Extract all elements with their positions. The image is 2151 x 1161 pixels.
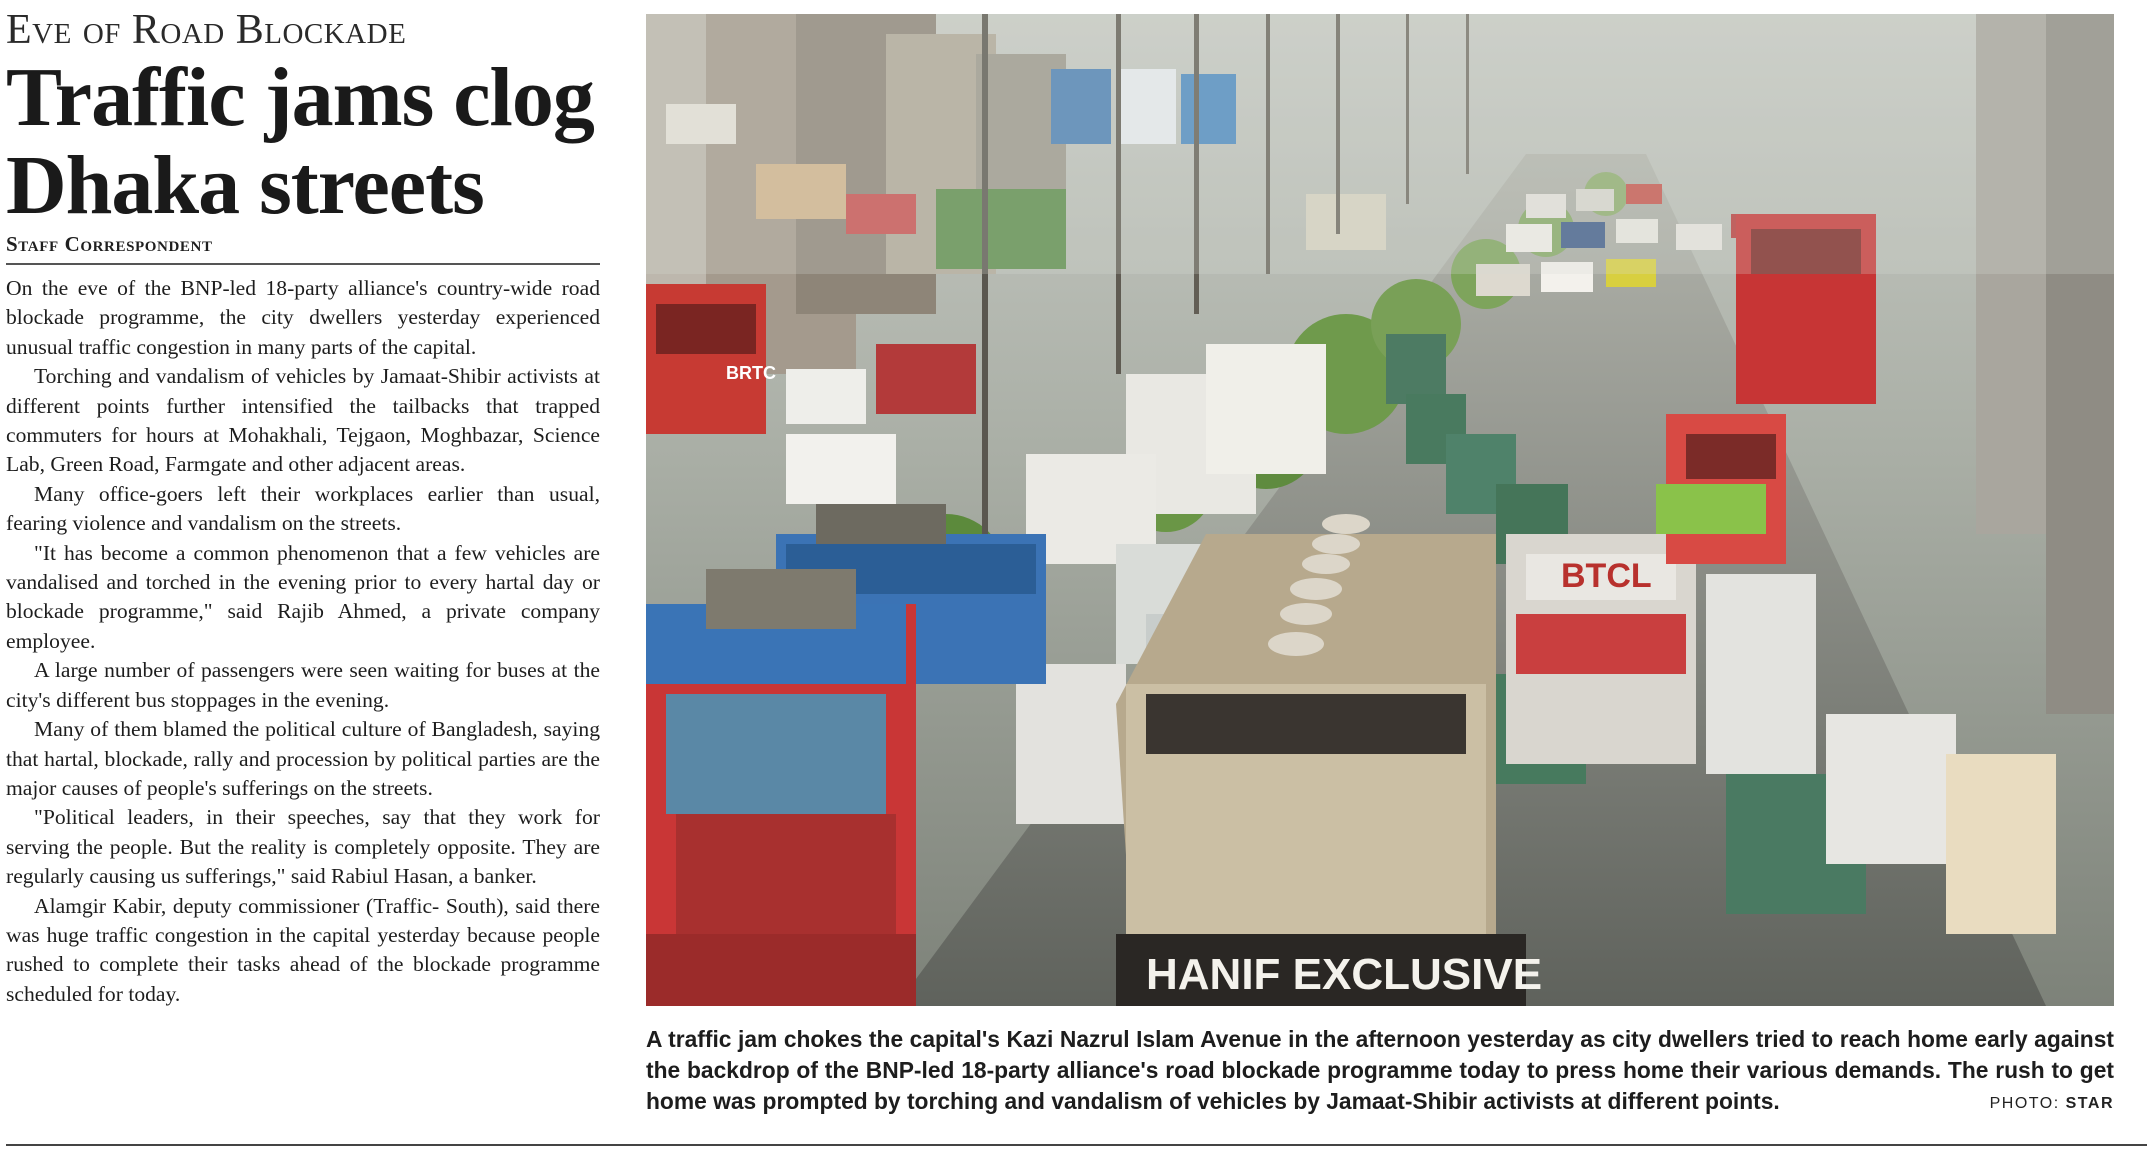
body-paragraph: On the eve of the BNP-led 18-party alliance's country-wide road blockade programme, the city dwellers yesterday experienced unusual traffic congestion in many parts of the capital.: [6, 276, 600, 359]
article-body: [6, 274, 600, 1009]
article-kicker: Eve of Road Blockade: [6, 7, 407, 53]
body-paragraph: Many of them blamed the political culture of Bangladesh, saying that hartal, blockade, rally and procession by political parties are the major causes of people's sufferings on the streets.: [6, 717, 600, 800]
bus-sign-left: BRTC: [726, 363, 776, 383]
photo-credit-label: PHOTO:: [1989, 1095, 2060, 1112]
traffic-jam-photo: [646, 14, 2114, 1006]
article-headline: Traffic jams clog Dhaka streets: [6, 51, 594, 232]
body-paragraph: "Political leaders, in their speeches, say that they work for serving the people. But the reality is completely opposite. They are regularly causing us sufferings," said Rabiul Hasan, a banker.: [6, 805, 600, 889]
traffic-photo-illustration: [646, 14, 2114, 1006]
article-byline: Staff Correspondent: [6, 232, 213, 256]
article-column: [6, 0, 600, 1130]
red-bus-left: [646, 284, 776, 434]
body-paragraph: A large number of passengers were seen waiting for buses at the city's different bus stoppages in the evening.: [6, 658, 600, 712]
photo-caption: A traffic jam chokes the capital's Kazi Nazrul Islam Avenue in the afternoon yesterday as city dwellers tried to reach home early against the backdrop of the BNP-led 18-party alliance's road blockade programme today to press home their various demands. The rush to get home was prompted by torching and vandalism of vehicles by Jamaat-Shibir activists at different points.: [646, 1026, 2114, 1114]
byline-divider: [6, 263, 600, 265]
body-paragraph: Torching and vandalism of vehicles by Jamaat-Shibir activists at different points further intensified the tailbacks that trapped commuters for hours at Mohakhali, Tejgaon, Moghbazar, Science Lab, Green Road, Farmgate and other adjacent areas.: [6, 364, 600, 477]
hanif-bus: [1116, 514, 1542, 1006]
page-bottom-rule: [6, 1144, 2147, 1146]
photo-credit: [1990, 1095, 2114, 1113]
body-paragraph: Alamgir Kabir, deputy commissioner (Traffic- South), said there was huge traffic congestion in the capital yesterday because people rushed to complete their tasks ahead of the blockade programme scheduled for today.: [6, 893, 600, 1006]
body-paragraph: Many office-goers left their workplaces earlier than usual, fearing violence and vandalism on the streets.: [6, 481, 600, 536]
body-paragraph: "It has become a common phenomenon that a few vehicles are vandalised and torched in the evening prior to every hartal day or blockade programme," said Rajib Ahmed, a private company employee.: [6, 540, 600, 653]
photo-credit-source: STAR: [2065, 1095, 2114, 1112]
bus-sign-right: BTCL: [1561, 557, 1652, 595]
bus-sign-front: HANIF EXCLUSIVE: [1146, 950, 1543, 999]
